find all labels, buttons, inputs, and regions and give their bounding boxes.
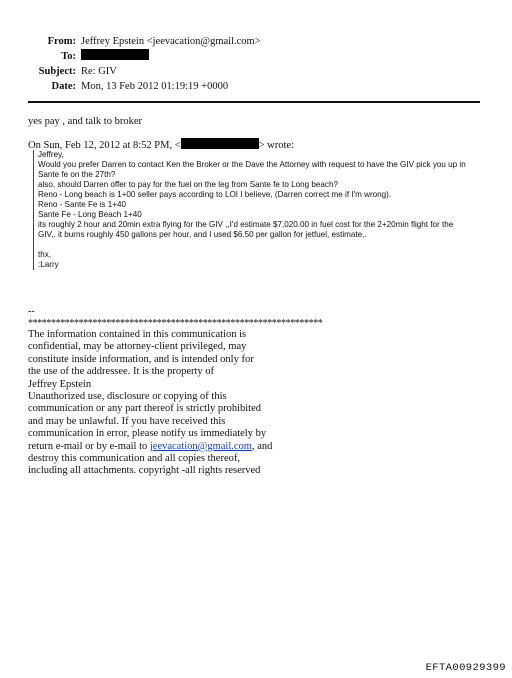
header-divider xyxy=(28,101,480,103)
to-value xyxy=(81,49,149,64)
quoted-line: Jeffrey, xyxy=(38,150,64,159)
quoted-line: its roughly 2 hour and 20min extra flying for the GIV ,,I'd estimate $7,020.00 in fuel cost for the 2+20min flight for the xyxy=(38,220,454,229)
redaction-bar xyxy=(81,49,149,60)
spacer xyxy=(38,240,493,250)
redaction-bar xyxy=(181,138,259,149)
disclaimer-line: the use of the addressee. It is the property of xyxy=(28,366,215,378)
date-label: Date: xyxy=(51,81,76,92)
star-divider: **************************************************************** xyxy=(28,318,323,329)
from-value: Jeffrey Epstein <jeevacation@gmail.com> xyxy=(81,36,261,47)
reply-text: yes pay , and talk to broker xyxy=(28,116,143,127)
quoted-line: Reno - Sante Fe is 1+40 xyxy=(38,200,126,209)
from-label: From: xyxy=(47,36,76,47)
quoted-line: Reno - Long beach is 1+00 seller pays according to LOI I believe, (Darren correct me if I'm wrong). xyxy=(38,190,392,199)
subject-value: Re: GIV xyxy=(81,66,117,77)
from-row xyxy=(0,34,512,49)
to-label: To: xyxy=(61,51,76,62)
disclaimer-line: The information contained in this communication is xyxy=(28,329,247,340)
email-header xyxy=(0,34,512,94)
disclaimer-text: , and xyxy=(251,440,273,452)
disclaimer-line: and may be unlawful. If you have received this xyxy=(28,415,226,427)
disclaimer-line: communication or any part thereof is strictly prohibited xyxy=(28,403,261,415)
quoted-line: GIV,. it burns roughly 450 gallons per hour, and I used $6.50 per gallon for jetfuel, estimate,. xyxy=(38,230,367,239)
disclaimer-line: including all attachments. copyright -all rights reserved xyxy=(28,465,261,477)
disclaimer-line: Jeffrey Epstein xyxy=(28,378,92,390)
disclaimer-line: communication in error, please notify us immediately by xyxy=(28,428,267,440)
quote-intro-before: On Sun, Feb 12, 2012 at 8:52 PM, < xyxy=(28,140,181,151)
disclaimer-line: Unauthorized use, disclosure or copying of this xyxy=(28,391,227,403)
quoted-line: Would you prefer Darren to contact Ken the Broker or the Dave the Attorney with request to have the GIV pick you up in xyxy=(38,160,466,169)
email-link[interactable]: jeevacation@gmail.com xyxy=(149,440,252,452)
quote-intro-after: > wrote: xyxy=(258,140,295,151)
date-row xyxy=(0,79,512,94)
disclaimer-text: return e-mail or by e-mail to xyxy=(28,440,150,452)
subject-row xyxy=(0,64,512,79)
disclaimer-line: destroy this communication and all copies thereof, xyxy=(28,453,240,465)
to-row xyxy=(0,49,512,64)
disclaimer-line: constitute inside information, and is intended only for xyxy=(28,353,254,365)
quoted-line: also, should Darren offer to pay for the fuel on the leg from Sante fe to Long beach? xyxy=(38,180,338,189)
disclaimer-line xyxy=(28,441,272,453)
document-id: EFTA00929399 xyxy=(425,662,506,674)
signature-separator: -- xyxy=(28,306,35,317)
subject-label: Subject: xyxy=(38,66,76,77)
quoted-message xyxy=(33,150,493,270)
confidentiality-disclaimer xyxy=(28,329,272,478)
date-value: Mon, 13 Feb 2012 01:19:19 +0000 xyxy=(81,81,229,92)
quoted-line: Sante Fe - Long Beach 1+40 xyxy=(38,210,142,219)
quoted-signature: :Larry xyxy=(38,260,59,269)
disclaimer-line: confidential, may be attorney-client privileged, may xyxy=(28,341,247,353)
quoted-line: Sante fe on the 27th? xyxy=(38,170,116,179)
quoted-thanks: thx, xyxy=(38,250,52,259)
